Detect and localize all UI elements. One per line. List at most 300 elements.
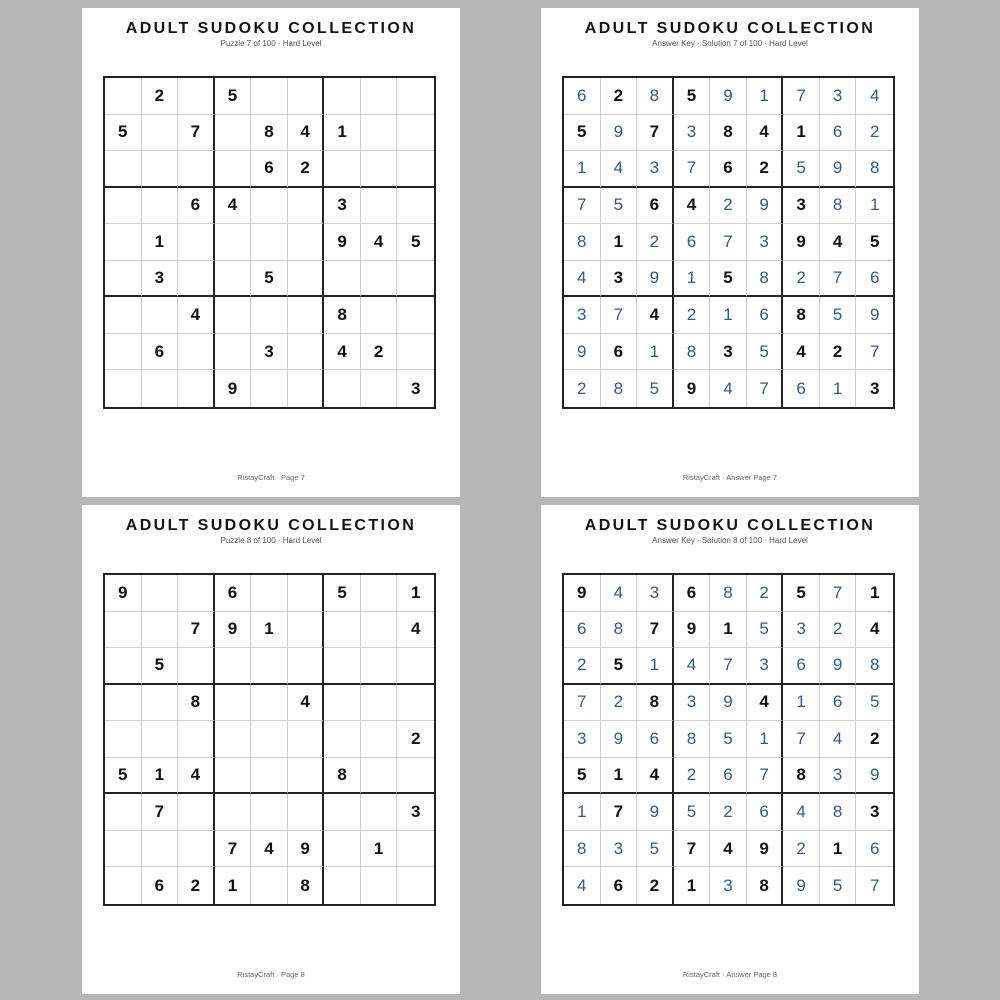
- sudoku-cell: 5: [215, 78, 252, 115]
- sudoku-cell: 4: [710, 831, 747, 868]
- sudoku-cell: 4: [601, 151, 638, 188]
- page-subtitle: Answer Key · Solution 7 of 100 · Hard Level: [652, 39, 808, 48]
- page-footer: RistayCraft · Answer Page 8: [682, 970, 778, 979]
- sudoku-cell: [397, 78, 434, 115]
- sudoku-cell: [361, 261, 398, 298]
- page-footer: RistayCraft · Page 8: [237, 970, 305, 979]
- sudoku-cell: [215, 115, 252, 152]
- sudoku-cell: [397, 648, 434, 685]
- sudoku-cell: 2: [820, 334, 857, 371]
- sudoku-cell: [178, 794, 215, 831]
- page-footer: RistayCraft · Answer Page 7: [682, 473, 778, 482]
- sudoku-cell: 8: [710, 575, 747, 612]
- sudoku-cell: 8: [820, 794, 857, 831]
- sudoku-cell: [178, 648, 215, 685]
- sudoku-cell: 2: [564, 648, 601, 685]
- page-title: ADULT SUDOKU COLLECTION: [584, 517, 876, 534]
- sudoku-cell: 3: [674, 115, 711, 152]
- sudoku-cell: [178, 151, 215, 188]
- sudoku-cell: 4: [710, 370, 747, 407]
- sudoku-cell: 4: [674, 648, 711, 685]
- sudoku-cell: 8: [783, 297, 820, 334]
- sudoku-cell: [105, 261, 142, 298]
- sudoku-grid: [103, 573, 436, 906]
- sudoku-cell: 3: [324, 188, 361, 225]
- sudoku-solution-grid: [562, 76, 895, 409]
- sudoku-cell: 7: [783, 721, 820, 758]
- sudoku-cell: 4: [178, 297, 215, 334]
- sudoku-cell: [324, 151, 361, 188]
- sudoku-cell: 3: [637, 151, 674, 188]
- sudoku-cell: [105, 721, 142, 758]
- sudoku-cell: 4: [361, 224, 398, 261]
- sudoku-cell: [178, 370, 215, 407]
- sudoku-cell: [324, 721, 361, 758]
- sudoku-cell: [105, 334, 142, 371]
- sudoku-cell: 6: [747, 794, 784, 831]
- sudoku-cell: 1: [747, 721, 784, 758]
- sudoku-cell: [397, 115, 434, 152]
- sudoku-cell: [251, 224, 288, 261]
- page-subtitle: Answer Key · Solution 8 of 100 · Hard Level: [652, 536, 808, 545]
- sudoku-cell: 5: [710, 261, 747, 298]
- sudoku-cell: [105, 685, 142, 722]
- sudoku-cell: 8: [820, 188, 857, 225]
- sudoku-cell: 6: [637, 721, 674, 758]
- sudoku-cell: 9: [820, 648, 857, 685]
- sudoku-cell: 3: [674, 685, 711, 722]
- sudoku-cell: [105, 867, 142, 904]
- sudoku-cell: 5: [601, 648, 638, 685]
- sudoku-cell: 5: [674, 78, 711, 115]
- sudoku-cell: [288, 224, 325, 261]
- sudoku-cell: [288, 758, 325, 795]
- sudoku-cell: [215, 794, 252, 831]
- sudoku-cell: [397, 188, 434, 225]
- sudoku-cell: 9: [637, 261, 674, 298]
- sudoku-cell: 7: [637, 115, 674, 152]
- sudoku-cell: 9: [710, 78, 747, 115]
- sudoku-cell: [178, 261, 215, 298]
- sudoku-cell: [361, 685, 398, 722]
- sudoku-cell: 3: [601, 261, 638, 298]
- sudoku-cell: 9: [674, 370, 711, 407]
- sudoku-cell: [215, 151, 252, 188]
- sudoku-cell: 6: [710, 151, 747, 188]
- sudoku-cell: 9: [601, 721, 638, 758]
- sudoku-cell: 8: [564, 224, 601, 261]
- sudoku-cell: 6: [747, 297, 784, 334]
- sudoku-cell: 7: [142, 794, 179, 831]
- sudoku-cell: 9: [710, 685, 747, 722]
- sudoku-cell: [361, 794, 398, 831]
- sudoku-cell: [397, 831, 434, 868]
- sudoku-cell: 5: [142, 648, 179, 685]
- sudoku-cell: 6: [856, 831, 893, 868]
- sudoku-cell: 2: [674, 758, 711, 795]
- sudoku-cell: 5: [820, 867, 857, 904]
- sudoku-cell: 7: [783, 78, 820, 115]
- sudoku-cell: 9: [564, 334, 601, 371]
- sudoku-cell: [178, 575, 215, 612]
- page-title: ADULT SUDOKU COLLECTION: [125, 20, 417, 37]
- sudoku-cell: [397, 685, 434, 722]
- sudoku-cell: 1: [397, 575, 434, 612]
- sudoku-cell: 8: [856, 648, 893, 685]
- sudoku-cell: [397, 867, 434, 904]
- sudoku-cell: [251, 685, 288, 722]
- sudoku-cell: 9: [215, 370, 252, 407]
- sudoku-cell: 1: [637, 334, 674, 371]
- sudoku-cell: 7: [820, 261, 857, 298]
- sudoku-cell: [215, 758, 252, 795]
- sudoku-cell: 7: [215, 831, 252, 868]
- sudoku-cell: [288, 575, 325, 612]
- sudoku-cell: 2: [288, 151, 325, 188]
- sudoku-cell: 1: [361, 831, 398, 868]
- sudoku-cell: [178, 334, 215, 371]
- sudoku-cell: [361, 867, 398, 904]
- sudoku-cell: 1: [637, 648, 674, 685]
- sudoku-cell: [105, 188, 142, 225]
- sudoku-cell: [178, 224, 215, 261]
- sudoku-cell: [288, 648, 325, 685]
- sudoku-cell: [251, 648, 288, 685]
- sudoku-cell: 3: [783, 188, 820, 225]
- sudoku-cell: [142, 575, 179, 612]
- sudoku-cell: 6: [674, 575, 711, 612]
- sudoku-cell: 2: [142, 78, 179, 115]
- sudoku-cell: 5: [747, 612, 784, 649]
- sudoku-cell: [105, 297, 142, 334]
- sudoku-cell: [142, 151, 179, 188]
- sudoku-cell: 3: [710, 334, 747, 371]
- page-subtitle: Puzzle 7 of 100 · Hard Level: [220, 39, 322, 48]
- sudoku-cell: [178, 831, 215, 868]
- sudoku-cell: 5: [601, 188, 638, 225]
- sudoku-cell: 1: [564, 794, 601, 831]
- sudoku-cell: 2: [361, 334, 398, 371]
- sudoku-cell: 4: [820, 224, 857, 261]
- sudoku-cell: 7: [674, 151, 711, 188]
- sudoku-cell: 9: [674, 612, 711, 649]
- sudoku-cell: 4: [856, 78, 893, 115]
- sudoku-cell: [324, 648, 361, 685]
- sudoku-cell: 4: [288, 685, 325, 722]
- sudoku-cell: [288, 188, 325, 225]
- sudoku-cell: [105, 151, 142, 188]
- sudoku-cell: [324, 612, 361, 649]
- sudoku-cell: 5: [783, 151, 820, 188]
- answer-page-8: [541, 505, 919, 994]
- sudoku-cell: 3: [820, 758, 857, 795]
- sudoku-cell: [251, 758, 288, 795]
- sudoku-cell: 3: [856, 794, 893, 831]
- sudoku-cell: 8: [324, 758, 361, 795]
- sudoku-cell: [142, 188, 179, 225]
- sudoku-cell: 1: [820, 831, 857, 868]
- sudoku-cell: 4: [324, 334, 361, 371]
- sudoku-cell: 3: [564, 297, 601, 334]
- sudoku-cell: 3: [397, 794, 434, 831]
- sudoku-cell: 7: [637, 612, 674, 649]
- sudoku-cell: 9: [820, 151, 857, 188]
- sudoku-cell: 1: [674, 867, 711, 904]
- sudoku-cell: [105, 370, 142, 407]
- sudoku-cell: [288, 334, 325, 371]
- sudoku-cell: 6: [820, 115, 857, 152]
- sudoku-cell: 9: [324, 224, 361, 261]
- sudoku-cell: [105, 224, 142, 261]
- sudoku-cell: [361, 575, 398, 612]
- sudoku-cell: [105, 648, 142, 685]
- sudoku-cell: 6: [142, 867, 179, 904]
- sudoku-cell: [178, 721, 215, 758]
- sudoku-cell: 5: [710, 721, 747, 758]
- sudoku-cell: [142, 297, 179, 334]
- sudoku-cell: [361, 612, 398, 649]
- sudoku-cell: [324, 261, 361, 298]
- sudoku-cell: [324, 867, 361, 904]
- sudoku-cell: 4: [856, 612, 893, 649]
- sudoku-cell: 8: [747, 261, 784, 298]
- sudoku-cell: [215, 721, 252, 758]
- sudoku-cell: 1: [564, 151, 601, 188]
- sudoku-cell: 8: [251, 115, 288, 152]
- sudoku-cell: 2: [856, 115, 893, 152]
- sudoku-cell: 2: [637, 867, 674, 904]
- sudoku-cell: 8: [324, 297, 361, 334]
- sudoku-cell: 2: [601, 685, 638, 722]
- sudoku-cell: 9: [215, 612, 252, 649]
- sudoku-cell: [142, 831, 179, 868]
- sudoku-cell: 2: [637, 224, 674, 261]
- sudoku-cell: 4: [397, 612, 434, 649]
- page-footer: RistayCraft · Page 7: [237, 473, 305, 482]
- sudoku-cell: 8: [674, 334, 711, 371]
- sudoku-cell: [251, 867, 288, 904]
- sudoku-cell: 7: [747, 758, 784, 795]
- sudoku-cell: 6: [142, 334, 179, 371]
- sudoku-cell: 2: [710, 794, 747, 831]
- sudoku-cell: 9: [637, 794, 674, 831]
- sudoku-cell: 3: [820, 78, 857, 115]
- sudoku-cell: 2: [564, 370, 601, 407]
- sudoku-cell: 4: [564, 261, 601, 298]
- page-title: ADULT SUDOKU COLLECTION: [125, 517, 417, 534]
- sudoku-cell: [251, 575, 288, 612]
- sudoku-cell: 4: [288, 115, 325, 152]
- sudoku-cell: 6: [637, 188, 674, 225]
- sudoku-cell: 5: [783, 575, 820, 612]
- sudoku-cell: 4: [251, 831, 288, 868]
- sudoku-cell: 7: [564, 188, 601, 225]
- sudoku-cell: 6: [178, 188, 215, 225]
- sudoku-cell: 1: [601, 758, 638, 795]
- sudoku-cell: [251, 297, 288, 334]
- sudoku-cell: 3: [637, 575, 674, 612]
- sudoku-cell: 6: [601, 867, 638, 904]
- sudoku-cell: [324, 78, 361, 115]
- sudoku-cell: [361, 115, 398, 152]
- sudoku-cell: 4: [674, 188, 711, 225]
- sudoku-cell: 4: [601, 575, 638, 612]
- sudoku-cell: 6: [710, 758, 747, 795]
- sudoku-cell: 7: [856, 334, 893, 371]
- sudoku-cell: 7: [747, 370, 784, 407]
- sudoku-cell: [324, 685, 361, 722]
- sudoku-cell: [251, 370, 288, 407]
- sudoku-cell: [215, 224, 252, 261]
- sudoku-cell: 6: [783, 370, 820, 407]
- sudoku-cell: 8: [637, 78, 674, 115]
- sudoku-cell: 9: [564, 575, 601, 612]
- sudoku-cell: 3: [251, 334, 288, 371]
- sudoku-cell: [324, 794, 361, 831]
- sudoku-cell: 4: [178, 758, 215, 795]
- sudoku-cell: 6: [251, 151, 288, 188]
- sudoku-cell: [105, 78, 142, 115]
- sudoku-cell: [397, 334, 434, 371]
- sudoku-cell: 1: [856, 575, 893, 612]
- page-subtitle: Puzzle 8 of 100 · Hard Level: [220, 536, 322, 545]
- sudoku-cell: [105, 794, 142, 831]
- sudoku-cell: [288, 721, 325, 758]
- sudoku-cell: 6: [783, 648, 820, 685]
- sudoku-cell: 5: [674, 794, 711, 831]
- sudoku-cell: 3: [783, 612, 820, 649]
- sudoku-cell: [397, 151, 434, 188]
- sudoku-cell: 7: [869, 875, 880, 895]
- sudoku-cell: [251, 794, 288, 831]
- sudoku-cell: [288, 612, 325, 649]
- sudoku-cell: 5: [564, 758, 601, 795]
- sudoku-cell: 5: [820, 297, 857, 334]
- sudoku-cell: 4: [783, 794, 820, 831]
- sudoku-cell: 7: [710, 224, 747, 261]
- sudoku-cell: 3: [142, 261, 179, 298]
- sudoku-cell: [288, 297, 325, 334]
- sudoku-cell: [215, 648, 252, 685]
- sudoku-cell: 2: [820, 612, 857, 649]
- sudoku-cell: 3: [869, 378, 880, 398]
- sudoku-cell: [215, 297, 252, 334]
- sudoku-cell: 8: [288, 867, 325, 904]
- sudoku-cell: 4: [747, 115, 784, 152]
- sudoku-cell: [361, 370, 398, 407]
- sudoku-cell: 1: [856, 188, 893, 225]
- sudoku-cell: 8: [178, 685, 215, 722]
- sudoku-cell: [142, 721, 179, 758]
- sudoku-cell: 2: [783, 261, 820, 298]
- sudoku-cell: [397, 261, 434, 298]
- sudoku-cell: 9: [856, 758, 893, 795]
- sudoku-cell: 8: [564, 831, 601, 868]
- sudoku-cell: 5: [856, 685, 893, 722]
- sudoku-cell: 6: [564, 78, 601, 115]
- sudoku-cell: 4: [564, 867, 601, 904]
- sudoku-cell: 9: [288, 831, 325, 868]
- sudoku-cell: [142, 115, 179, 152]
- sudoku-cell: 6: [215, 575, 252, 612]
- sudoku-cell: 5: [105, 115, 142, 152]
- sudoku-cell: 2: [397, 721, 434, 758]
- sudoku-cell: 5: [637, 370, 674, 407]
- sudoku-cell: 9: [747, 188, 784, 225]
- sudoku-cell: [288, 370, 325, 407]
- sudoku-grid: [103, 76, 436, 409]
- sudoku-cell: 9: [747, 831, 784, 868]
- sudoku-cell: 7: [178, 115, 215, 152]
- sudoku-cell: 5: [564, 115, 601, 152]
- sudoku-cell: [397, 758, 434, 795]
- sudoku-cell: [288, 78, 325, 115]
- sudoku-cell: 8: [601, 370, 638, 407]
- sudoku-cell: 7: [710, 648, 747, 685]
- sudoku-cell: [142, 612, 179, 649]
- sudoku-cell: 9: [601, 115, 638, 152]
- sudoku-cell: 8: [601, 612, 638, 649]
- sudoku-cell: [361, 721, 398, 758]
- sudoku-cell: 1: [783, 115, 820, 152]
- sudoku-cell: [215, 334, 252, 371]
- sudoku-cell: 2: [856, 721, 893, 758]
- sudoku-cell: [105, 612, 142, 649]
- sudoku-cell: [361, 297, 398, 334]
- sudoku-cell: 2: [747, 575, 784, 612]
- sudoku-cell: [215, 685, 252, 722]
- sudoku-cell: 1: [215, 867, 252, 904]
- sudoku-cell: 5: [251, 261, 288, 298]
- sudoku-cell: 1: [601, 224, 638, 261]
- sudoku-cell: 4: [747, 685, 784, 722]
- sudoku-cell: 4: [215, 188, 252, 225]
- sudoku-cell: [251, 78, 288, 115]
- sudoku-cell: [324, 370, 361, 407]
- sudoku-cell: 7: [601, 297, 638, 334]
- sudoku-cell: 8: [747, 867, 784, 904]
- sudoku-cell: 2: [710, 188, 747, 225]
- sudoku-cell: [178, 78, 215, 115]
- sudoku-cell: [142, 685, 179, 722]
- sudoku-cell: 1: [324, 115, 361, 152]
- sudoku-cell: 6: [601, 334, 638, 371]
- sudoku-cell: 1: [820, 370, 857, 407]
- sudoku-cell: [361, 758, 398, 795]
- sudoku-cell: 9: [783, 867, 820, 904]
- sudoku-cell: 6: [820, 685, 857, 722]
- sudoku-cell: 3: [710, 867, 747, 904]
- sudoku-cell: 2: [674, 297, 711, 334]
- sudoku-cell: 5: [637, 831, 674, 868]
- sudoku-cell: 2: [783, 831, 820, 868]
- sudoku-cell: 5: [105, 758, 142, 795]
- sudoku-cell: 4: [637, 297, 674, 334]
- sudoku-cell: 1: [710, 612, 747, 649]
- answer-page-7: [541, 8, 919, 497]
- sudoku-cell: 3: [564, 721, 601, 758]
- sudoku-cell: 7: [178, 612, 215, 649]
- sudoku-cell: [361, 151, 398, 188]
- sudoku-cell: 9: [783, 224, 820, 261]
- sudoku-cell: [215, 261, 252, 298]
- sudoku-cell: 8: [637, 685, 674, 722]
- sudoku-cell: 7: [564, 685, 601, 722]
- sudoku-cell: 1: [783, 685, 820, 722]
- sudoku-cell: [251, 188, 288, 225]
- sudoku-cell: 5: [397, 224, 434, 261]
- sudoku-cell: 9: [856, 297, 893, 334]
